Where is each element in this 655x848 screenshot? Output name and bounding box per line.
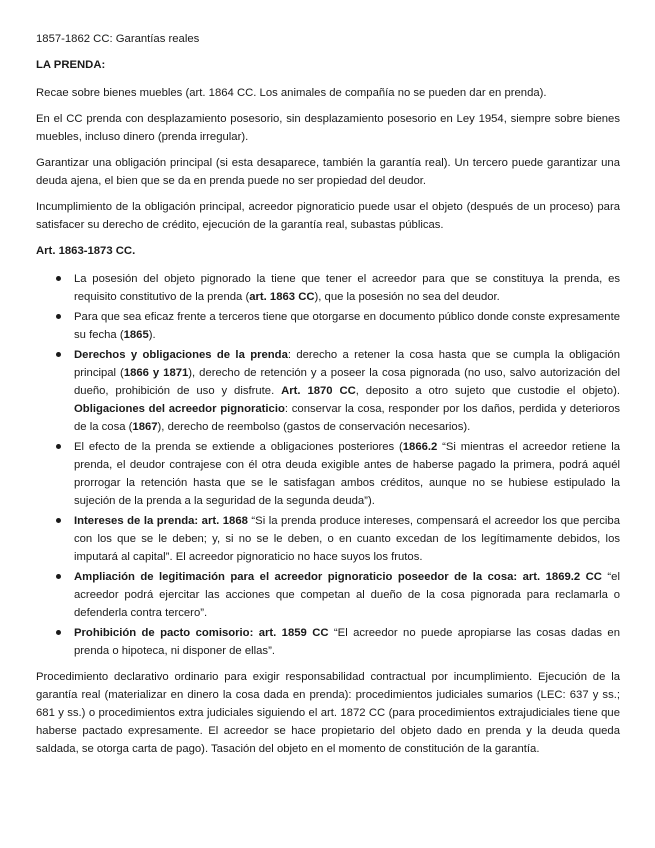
bold-text: Derechos y obligaciones de la prenda [74, 349, 288, 361]
text: “El acreedor no puede apropiarse las cosas dadas en prenda o hipoteca, ni disponer de ellas”. [74, 627, 620, 657]
list-item [74, 308, 620, 344]
text: Para que sea eficaz frente a terceros tiene que otorgarse en documento público donde conste expresamente su fecha ( [74, 311, 620, 341]
document-header: 1857-1862 CC: Garantías reales [36, 33, 200, 45]
paragraph: En el CC prenda con desplazamiento posesorio, sin desplazamiento posesorio en Ley 1954, siempre sobre bienes muebles, incluso dinero (prenda irregular). [36, 113, 620, 143]
bold-text: art. 1863 CC [249, 291, 315, 303]
paragraph: Garantizar una obligación principal (si esta desaparece, también la garantía real). Un tercero puede garantizar una deuda ajena, el bien que se da en prenda puede no ser propiedad del deudor. [36, 157, 620, 187]
section-title: LA PRENDA: [36, 59, 106, 71]
text: “Si la prenda produce intereses, compensará el acreedor los que perciba con los que se le deben; y, si no se le deben, o en cuanto excedan de los legítimamente debidos, los imputará al capital”. El acreedor pignoraticio no hace suyos los frutos. [74, 515, 620, 563]
text: : conservar la cosa, responder por los daños, perdida y deterioros de la cosa ( [74, 403, 621, 433]
text: “el acreedor podrá ejercitar las acciones que competan al dueño de la cosa pignorada para reclamarla o defenderla contra tercero”. [74, 571, 620, 619]
paragraph: Incumplimiento de la obligación principal, acreedor pignoraticio puede usar el objeto (después de un proceso) para satisfacer su derecho de crédito, ejecución de la garantía real, subastas públicas. [36, 201, 620, 231]
bold-text: 1865 [123, 329, 149, 341]
text: : derecho a retener la cosa hasta que se cumpla la obligación principal ( [74, 349, 620, 379]
list-item [74, 568, 620, 622]
list-item [74, 438, 620, 510]
text: , deposito a otro sujeto que custodie el objeto). [355, 385, 620, 397]
text: ), que la posesión no sea del deudor. [314, 291, 500, 303]
document-page [36, 30, 620, 766]
list-item [74, 346, 620, 436]
bold-text: Obligaciones del acreedor pignoraticio [74, 403, 285, 415]
list-item [74, 512, 620, 566]
text: ). [148, 329, 156, 341]
paragraph: Recae sobre bienes muebles (art. 1864 CC. Los animales de compañía no se pueden dar en prenda). [36, 87, 547, 99]
text: “Si mientras el acreedor retiene la prenda, el deudor contrajese con él otra deuda exigible antes de haberse pagado la primera, podrá aquél prorrogar la retención hasta que se le satisfagan ambos créditos, aunque no se hubiese estipulado la sujeción de la prenda a la seguridad de la segunda deuda”). [74, 441, 620, 507]
bold-text: Prohibición de pacto comisorio: art. 1859 CC [74, 627, 329, 639]
bold-text: 1866 y 1871 [123, 367, 189, 379]
articles-list [36, 270, 620, 660]
bold-text: 1866.2 [402, 441, 438, 453]
articles-heading: Art. 1863-1873 CC. [36, 245, 136, 257]
bold-text: 1867 [132, 421, 158, 433]
bold-text: Ampliación de legitimación para el acreedor pignoraticio poseedor de la cosa: art. 1869.2 CC [74, 571, 602, 583]
text: ), derecho de reembolso (gastos de conservación necesarios). [157, 421, 471, 433]
text: ), derecho de retención y a poseer la cosa pignorada (no uso, salvo autorización del dueño, prohibición de uso y disfrute. [74, 367, 620, 397]
list-item [74, 270, 620, 306]
bold-text: Art. 1870 CC [281, 385, 356, 397]
bold-text: Intereses de la prenda: art. 1868 [74, 515, 248, 527]
text: La posesión del objeto pignorado la tiene que tener el acreedor para que se constituya la prenda, es requisito constitutivo de la prenda ( [74, 273, 620, 303]
text: El efecto de la prenda se extiende a obligaciones posteriores ( [74, 441, 403, 453]
closing-paragraph: Procedimiento declarativo ordinario para exigir responsabilidad contractual por incumplimiento. Ejecución de la garantía real (materializar en dinero la cosa dada en prenda): procedimientos judiciales sumarios (LEC: 637 y ss.; 681 y ss.) o procedimientos extra judiciales siguiendo el art. 1872 CC (para procedimientos extrajudiciales tiene que haberse pactado expresamente. El acreedor se hace propietario del objeto dado en prenda y la deuda queda saldada, se otorga carta de pago). Tasación del objeto en el momento de constitución de la garantía. [36, 671, 620, 755]
list-item [74, 624, 620, 660]
